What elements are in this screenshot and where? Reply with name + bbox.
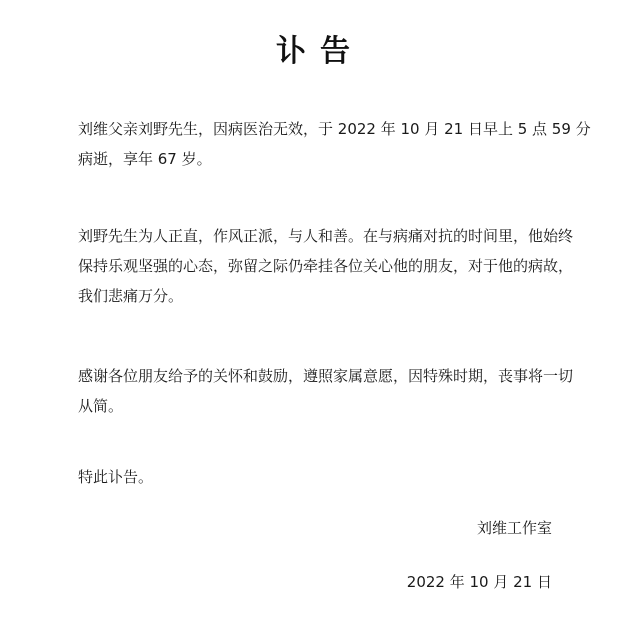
paragraph-closing bbox=[78, 462, 568, 492]
paragraph-line: 刘维父亲刘野先生，因病医治无效，于 2022 年 10 月 21 日早上 5 点 59 分 bbox=[78, 120, 591, 138]
paragraph-line: 保持乐观坚强的心态，弥留之际仍牵挂各位关心他的朋友，对于他的病故， bbox=[78, 257, 574, 275]
paragraph-line: 我们悲痛万分。 bbox=[78, 287, 184, 305]
paragraph-line: 感谢各位朋友给予的关怀和鼓励，遵照家属意愿，因特殊时期，丧事将一切 bbox=[78, 367, 574, 385]
paragraph-line: 病逝，享年 67 岁。 bbox=[78, 150, 212, 168]
document-title: 讣告 bbox=[276, 34, 364, 69]
paragraph-death-notice bbox=[78, 114, 591, 174]
paragraph-line: 刘野先生为人正直，作风正派，与人和善。在与病痛对抗的时间里，他始终 bbox=[78, 227, 574, 245]
paragraph-thanks bbox=[78, 361, 574, 421]
paragraph-line: 从简。 bbox=[78, 397, 124, 415]
signature-organization: 刘维工作室 bbox=[476, 519, 552, 537]
signature-date: 2022 年 10 月 21 日 bbox=[406, 573, 552, 591]
paragraph-line: 特此讣告。 bbox=[78, 468, 154, 486]
paragraph-tribute bbox=[78, 221, 574, 311]
